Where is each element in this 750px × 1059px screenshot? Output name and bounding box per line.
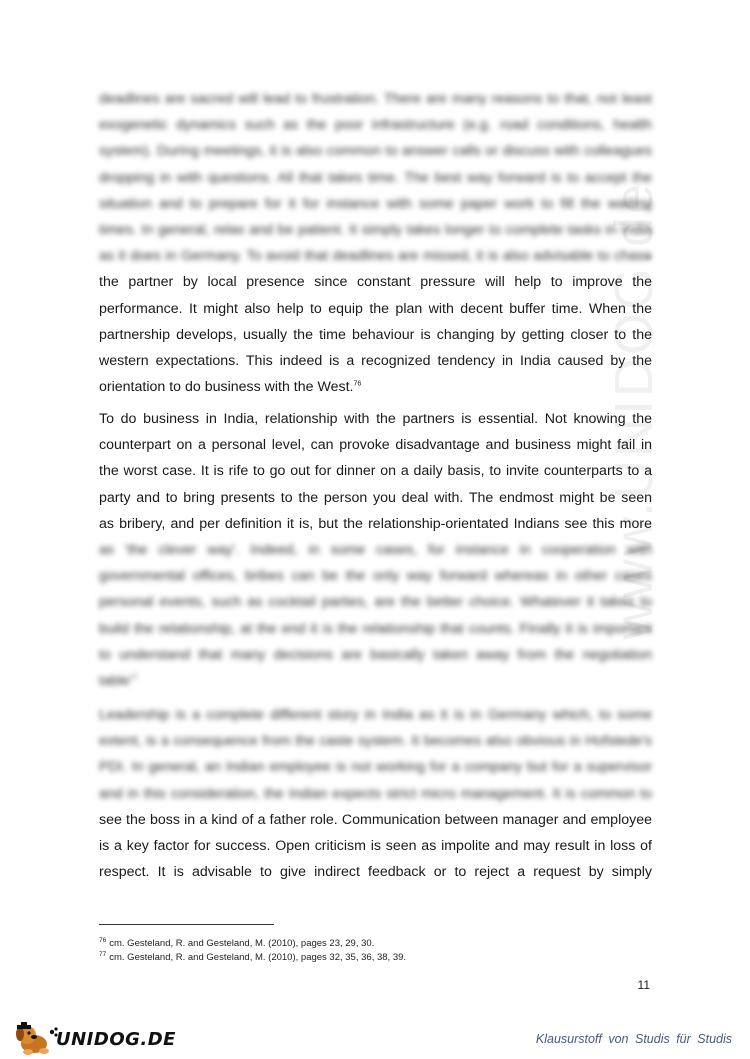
footnote-ref-77[interactable]: 77 [129, 674, 138, 682]
blurred-text-line: deadlines are sacred will lead to frustration. There are many reasons to that, not least [99, 91, 652, 107]
blurred-text-line: governmental offices, bribes can be the only way forward whereas in other cases [99, 568, 652, 585]
paragraph-1-line: partnership develops, usually the time behaviour is changing by getting closer to the [99, 326, 652, 343]
paragraph-1-line: performance. It might also help to equip the plan with decent buffer time. When the [99, 300, 652, 317]
paragraph-2-line: party and to bring presents to the person you deal with. The endmost might be seen [99, 489, 652, 506]
paragraph-1-line: western expectations. This indeed is a recognized tendency in India caused by the [99, 353, 652, 370]
blurred-text-line: exogenetic dynamics such as the poor infrastructure (e.g. road conditions, health [99, 117, 652, 134]
blurred-text-line: build the relationship, at the end it is the relationship that counts. Finally it is important [99, 620, 652, 637]
paragraph-3-line: see the boss in a kind of a father role. Communication between manager and employee [99, 811, 652, 828]
paragraph-2-last-line: table$^{77}$ [99, 673, 138, 690]
paragraph-2-line: To do business in India, relationship with the partners is essential. Not knowing the [99, 411, 652, 427]
paragraph-1-last-line: orientation to do business with the West.$^{76}$ [99, 379, 362, 396]
footnote-divider [99, 924, 274, 925]
footnote-76: $^{76}$ cm. Gesteland, R. and Gesteland, M. (2010), pages 23, 29, 30. [99, 936, 375, 949]
paragraph-3-line: is a key factor for success. Open criticism is seen as impolite and may result in loss of [99, 838, 652, 855]
blurred-text-line: Leadership is a complete different story in India as it is in Germany which, to some [99, 707, 652, 723]
paragraph-3-line: respect. It is advisable to give indirect feedback or to reject a request by simply [99, 864, 652, 881]
blurred-text-line: to understand that many decisions are basically taken away from the negotiation [99, 646, 652, 663]
blurred-text-line: as 'the clever way'. Indeed, in some cases, for instance in cooperation with [99, 542, 652, 559]
blurred-text-line: personal events, such as cocktail parties, are the better choice. Whatever it takes to [99, 594, 652, 611]
blurred-text-line: system). During meetings, it is also common to answer calls or discuss with colleagues [99, 143, 652, 160]
blurred-text-line: as it does in Germany. To avoid that deadlines are missed, it is also advisable to chase [99, 248, 652, 265]
blurred-text-line: and in this consideration, the Indian expects strict micro management. It is common to [99, 785, 652, 802]
blurred-text-line: situation and to prepare for it for instance with some paper work to fill the waiting [99, 195, 652, 212]
footnote-ref-76[interactable]: 76 [353, 380, 362, 388]
paragraph-2-line: counterpart on a personal level, can provoke disadvantage and business might fail in [99, 437, 652, 454]
footnote-77: $^{77}$ cm. Gesteland, R. and Gesteland, M. (2010), pages 32, 35, 36, 38, 39. [99, 950, 407, 963]
watermark: www.UNIDOG.de [604, 180, 664, 640]
paragraph-2-line: the worst case. It is rife to go out for dinner on a daily basis, to invite counterparts to a [99, 463, 652, 480]
blurred-text-line: times. In general, relax and be patient. It simply takes longer to complete tasks in India [99, 222, 652, 239]
unidog-logo[interactable] [14, 1022, 176, 1056]
paragraph-3 [99, 702, 652, 885]
paragraph-1-line: the partner by local presence since constant pressure will help to improve the [99, 274, 652, 291]
blurred-text-line: extent, is a consequence from the caste system. It becomes also obvious in Hofstede's [99, 733, 652, 750]
logo-text: UNIDOG.DE [56, 1028, 176, 1050]
paragraph-1 [99, 86, 652, 400]
dog-icon [14, 1022, 60, 1056]
blurred-text-line: PDI. In general, an Indian employee is not working for a company but for a supervisor [99, 759, 652, 776]
footer-tagline: Klausurstoff von Studis für Studis [535, 1032, 732, 1046]
paragraph-2 [99, 406, 652, 694]
blurred-text-line: dropping in with questions. All that takes time. The best way forward is to accept the [99, 169, 652, 186]
page-number: 11 [637, 978, 650, 992]
footer [0, 1018, 750, 1059]
paragraph-2-line: as bribery, and per definition it is, but the relationship-orientated Indians see this more [99, 515, 652, 532]
